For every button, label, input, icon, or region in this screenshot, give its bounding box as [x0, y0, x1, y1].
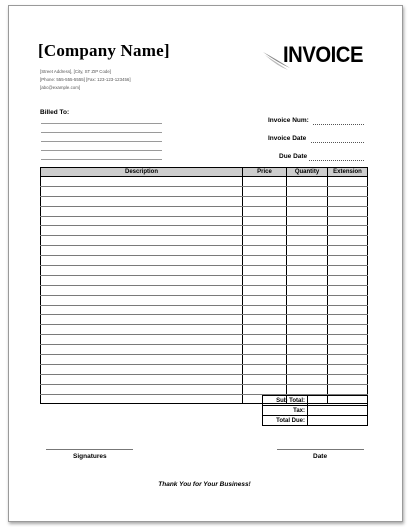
table-row: [41, 345, 368, 355]
extension-cell[interactable]: [328, 285, 368, 295]
extension-cell[interactable]: [328, 266, 368, 276]
column-header-extension: Extension: [328, 168, 368, 177]
extension-cell[interactable]: [328, 236, 368, 246]
total-due-value[interactable]: [308, 416, 368, 426]
description-cell[interactable]: [41, 384, 243, 394]
quantity-cell[interactable]: [287, 236, 328, 246]
company-address-line: [Street Address], [City, ST ZIP Code]: [40, 69, 112, 74]
price-cell[interactable]: [243, 345, 287, 355]
tax-label: Tax:: [263, 406, 308, 416]
price-cell[interactable]: [243, 266, 287, 276]
invoice-date-label: Invoice Date: [268, 135, 307, 142]
extension-cell[interactable]: [328, 374, 368, 384]
quantity-cell[interactable]: [287, 325, 328, 335]
table-row: [41, 364, 368, 374]
table-row: [41, 226, 368, 236]
column-header-description: Description: [41, 168, 243, 177]
price-cell[interactable]: [243, 256, 287, 266]
description-cell[interactable]: [41, 196, 243, 206]
billed-to-line[interactable]: [41, 159, 162, 160]
extension-cell[interactable]: [328, 364, 368, 374]
description-cell[interactable]: [41, 394, 243, 404]
tax-row: [263, 406, 368, 416]
extension-cell[interactable]: [328, 325, 368, 335]
description-cell[interactable]: [41, 177, 243, 187]
quantity-cell[interactable]: [287, 226, 328, 236]
table-row: [41, 325, 368, 335]
date-label: Date: [313, 453, 328, 460]
billed-to-line[interactable]: [41, 150, 162, 151]
quantity-cell[interactable]: [287, 196, 328, 206]
quantity-cell[interactable]: [287, 186, 328, 196]
description-cell[interactable]: [41, 285, 243, 295]
extension-cell[interactable]: [328, 226, 368, 236]
table-row: [41, 256, 368, 266]
description-cell[interactable]: [41, 355, 243, 365]
extension-cell[interactable]: [328, 305, 368, 315]
total-due-row: [263, 416, 368, 426]
description-cell[interactable]: [41, 335, 243, 345]
price-cell[interactable]: [243, 364, 287, 374]
table-row: [41, 177, 368, 187]
quantity-cell[interactable]: [287, 216, 328, 226]
price-cell[interactable]: [243, 355, 287, 365]
quantity-cell[interactable]: [287, 374, 328, 384]
company-name: [Company Name]: [38, 41, 170, 60]
table-row: [41, 186, 368, 196]
description-cell[interactable]: [41, 266, 243, 276]
invoice-title: INVOICE: [283, 42, 364, 67]
table-row: [41, 216, 368, 226]
price-cell[interactable]: [243, 285, 287, 295]
due-date-field[interactable]: [309, 160, 364, 161]
extension-cell[interactable]: [328, 216, 368, 226]
table-row: [41, 335, 368, 345]
extension-cell[interactable]: [328, 206, 368, 216]
quantity-cell[interactable]: [287, 275, 328, 285]
table-row: [41, 196, 368, 206]
company-email-line: [abc@example.com]: [40, 85, 81, 90]
table-row: [41, 206, 368, 216]
table-row: [41, 374, 368, 384]
description-cell[interactable]: [41, 305, 243, 315]
table-row: [41, 236, 368, 246]
billed-to-line[interactable]: [41, 123, 162, 124]
company-phone-line: [Phone: 555-555-5555] [Fax: 123-123-123456]: [40, 77, 131, 82]
price-cell[interactable]: [243, 226, 287, 236]
description-cell[interactable]: [41, 325, 243, 335]
extension-cell[interactable]: [328, 256, 368, 266]
billed-to-line[interactable]: [41, 141, 162, 142]
extension-cell[interactable]: [328, 384, 368, 394]
extension-cell[interactable]: [328, 246, 368, 256]
description-cell[interactable]: [41, 216, 243, 226]
price-cell[interactable]: [243, 177, 287, 187]
table-row: [41, 285, 368, 295]
quantity-cell[interactable]: [287, 246, 328, 256]
description-cell[interactable]: [41, 295, 243, 305]
description-cell[interactable]: [41, 345, 243, 355]
description-cell[interactable]: [41, 315, 243, 325]
quantity-cell[interactable]: [287, 295, 328, 305]
quantity-cell[interactable]: [287, 285, 328, 295]
price-cell[interactable]: [243, 305, 287, 315]
signatures-label: Signatures: [73, 453, 107, 460]
tax-value[interactable]: [308, 406, 368, 416]
date-line[interactable]: [277, 449, 364, 450]
description-cell[interactable]: [41, 236, 243, 246]
signature-line[interactable]: [46, 449, 133, 450]
table-row: [41, 266, 368, 276]
quantity-cell[interactable]: [287, 266, 328, 276]
extension-cell[interactable]: [328, 345, 368, 355]
table-row: [41, 305, 368, 315]
description-cell[interactable]: [41, 206, 243, 216]
price-cell[interactable]: [243, 186, 287, 196]
description-cell[interactable]: [41, 275, 243, 285]
items-header-row: [41, 168, 368, 177]
description-cell[interactable]: [41, 246, 243, 256]
table-row: [41, 246, 368, 256]
price-cell[interactable]: [243, 315, 287, 325]
quantity-cell[interactable]: [287, 345, 328, 355]
extension-cell[interactable]: [328, 295, 368, 305]
table-row: [41, 295, 368, 305]
quantity-cell[interactable]: [287, 305, 328, 315]
sub-total-value[interactable]: [308, 396, 368, 406]
price-cell[interactable]: [243, 236, 287, 246]
quantity-cell[interactable]: [287, 206, 328, 216]
price-cell[interactable]: [243, 275, 287, 285]
price-cell[interactable]: [243, 196, 287, 206]
items-table: [40, 167, 368, 404]
billed-to-label: Billed To:: [40, 109, 70, 116]
billed-to-line[interactable]: [41, 132, 162, 133]
due-date-label: Due Date: [279, 153, 308, 160]
column-header-price: Price: [243, 168, 287, 177]
quantity-cell[interactable]: [287, 256, 328, 266]
table-row: [41, 315, 368, 325]
price-cell[interactable]: [243, 325, 287, 335]
extension-cell[interactable]: [328, 315, 368, 325]
price-cell[interactable]: [243, 335, 287, 345]
extension-cell[interactable]: [328, 196, 368, 206]
quantity-cell[interactable]: [287, 315, 328, 325]
extension-cell[interactable]: [328, 335, 368, 345]
extension-cell[interactable]: [328, 355, 368, 365]
total-due-label: Total Due:: [263, 416, 308, 426]
extension-cell[interactable]: [328, 275, 368, 285]
totals-table: [262, 395, 368, 426]
description-cell[interactable]: [41, 186, 243, 196]
quantity-cell[interactable]: [287, 177, 328, 187]
extension-cell[interactable]: [328, 177, 368, 187]
table-row: [41, 355, 368, 365]
description-cell[interactable]: [41, 226, 243, 236]
invoice-num-label: Invoice Num:: [268, 117, 309, 124]
price-cell[interactable]: [243, 374, 287, 384]
price-cell[interactable]: [243, 295, 287, 305]
description-cell[interactable]: [41, 374, 243, 384]
description-cell[interactable]: [41, 364, 243, 374]
sub-total-row: [263, 396, 368, 406]
price-cell[interactable]: [243, 216, 287, 226]
sub-total-label: Sub Total:: [263, 396, 308, 406]
quantity-cell[interactable]: [287, 335, 328, 345]
description-cell[interactable]: [41, 256, 243, 266]
quantity-cell[interactable]: [287, 355, 328, 365]
invoice-date-field[interactable]: [311, 142, 364, 143]
column-header-quantity: Quantity: [287, 168, 328, 177]
extension-cell[interactable]: [328, 186, 368, 196]
price-cell[interactable]: [243, 246, 287, 256]
table-row: [41, 384, 368, 394]
price-cell[interactable]: [243, 206, 287, 216]
invoice-num-field[interactable]: [313, 124, 364, 125]
thank-you-message: Thank You for Your Business!: [158, 481, 251, 488]
table-row: [41, 275, 368, 285]
quantity-cell[interactable]: [287, 364, 328, 374]
quantity-cell[interactable]: [287, 384, 328, 394]
price-cell[interactable]: [243, 384, 287, 394]
